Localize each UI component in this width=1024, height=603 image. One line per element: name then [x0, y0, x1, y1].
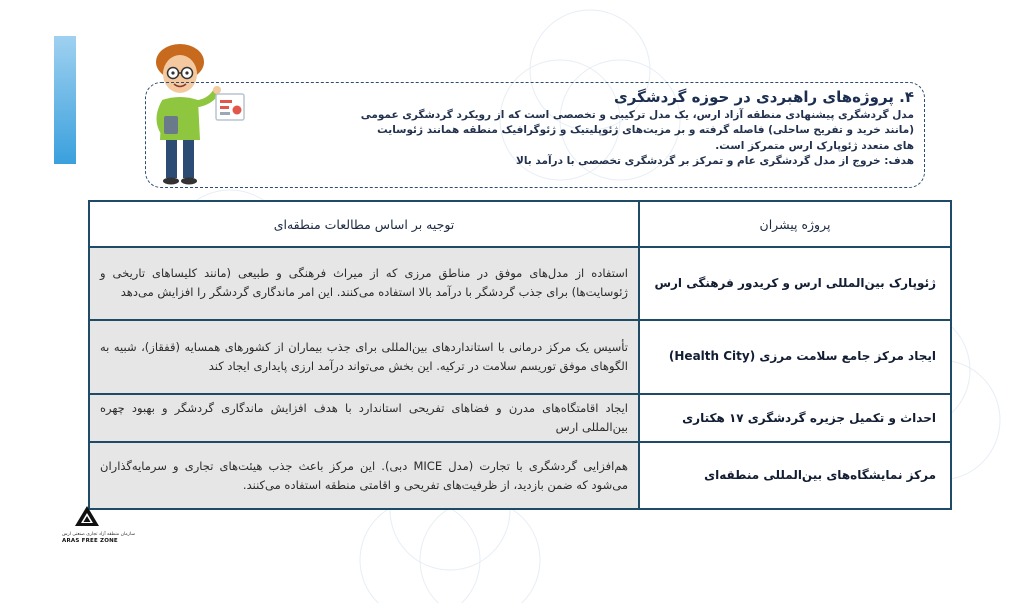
project-name: ایجاد مرکز جامع سلامت مرزی (Health City) [639, 320, 951, 395]
table-row [89, 442, 951, 509]
logo-name: ARAS FREE ZONE [62, 538, 118, 544]
accent-bar [54, 36, 76, 164]
project-name: ژئوپارک بین‌المللی ارس و کریدور فرهنگی ارس [639, 247, 951, 320]
intro-section [354, 90, 914, 170]
table-row [89, 320, 951, 395]
header-project: پروژه پیشران [639, 201, 951, 247]
section-title: ۴. پروژه‌های راهبردی در حوزه گردشگری [614, 88, 914, 106]
table-row [89, 247, 951, 320]
project-description: تأسیس یک مرکز درمانی با استانداردهای بین‌المللی برای جذب بیماران از کشورهای همسایه (قفقاز)، شبیه به الگوهای موفق توریسم سلامت در ترکیه. این بخش می‌تواند درآمد ارزی پایداری ایجاد کند [89, 320, 639, 395]
logo-mark-icon [74, 505, 100, 527]
project-name: احداث و تکمیل جزیره گردشگری ۱۷ هکتاری [639, 394, 951, 442]
projects-table [88, 200, 952, 510]
intro-goal: هدف: خروج از مدل گردشگری عام و تمرکز بر گردشگری تخصصی با درآمد بالا [516, 155, 914, 167]
table-row [89, 394, 951, 442]
project-name: مرکز نمایشگاه‌های بین‌المللی منطقه‌ای [639, 442, 951, 509]
project-description: استفاده از مدل‌های موفق در مناطق مرزی که از میراث فرهنگی و طبیعی (مانند کلیساهای تاریخی و ژئوسایت‌ها) برای جذب گردشگر با درآمد بالا استفاده می‌کنند. این امر ماندگاری گردشگر را افزایش می‌دهد [89, 247, 639, 320]
header-rationale: توجیه بر اساس مطالعات منطقه‌ای [89, 201, 639, 247]
logo-subtitle: سازمان منطقه آزاد تجاری صنعتی ارس [62, 532, 135, 537]
table-header-row [89, 201, 951, 247]
project-description: هم‌افزایی گردشگری با تجارت (مدل MICE دبی). این مرکز باعث جذب هیئت‌های تجاری و سرمایه‌گذاران می‌شود که ضمن بازدید، از ظرفیت‌های تفریحی و اقامتی منطقه استفاده می‌کنند. [89, 442, 639, 509]
project-description: ایجاد اقامتگاه‌های مدرن و فضاهای تفریحی استاندارد با هدف افزایش ماندگاری گردشگر و بهبود چهره بین‌المللی ارس [89, 394, 639, 442]
aras-free-zone-logo [62, 505, 135, 555]
intro-paragraph: مدل گردشگری پیشنهادی منطقه آزاد ارس، یک مدل ترکیبی و تخصصی است که از رویکرد گردشگری عمومی (مانند خرید و تفریح ساحلی) فاصله گرفته و بر مزیت‌های ژئوپلیتیک و ژئوگرافیک منطقه همانند ژئوسایت های متعدد ژئوپارک ارس متمرکز است. [360, 108, 914, 152]
